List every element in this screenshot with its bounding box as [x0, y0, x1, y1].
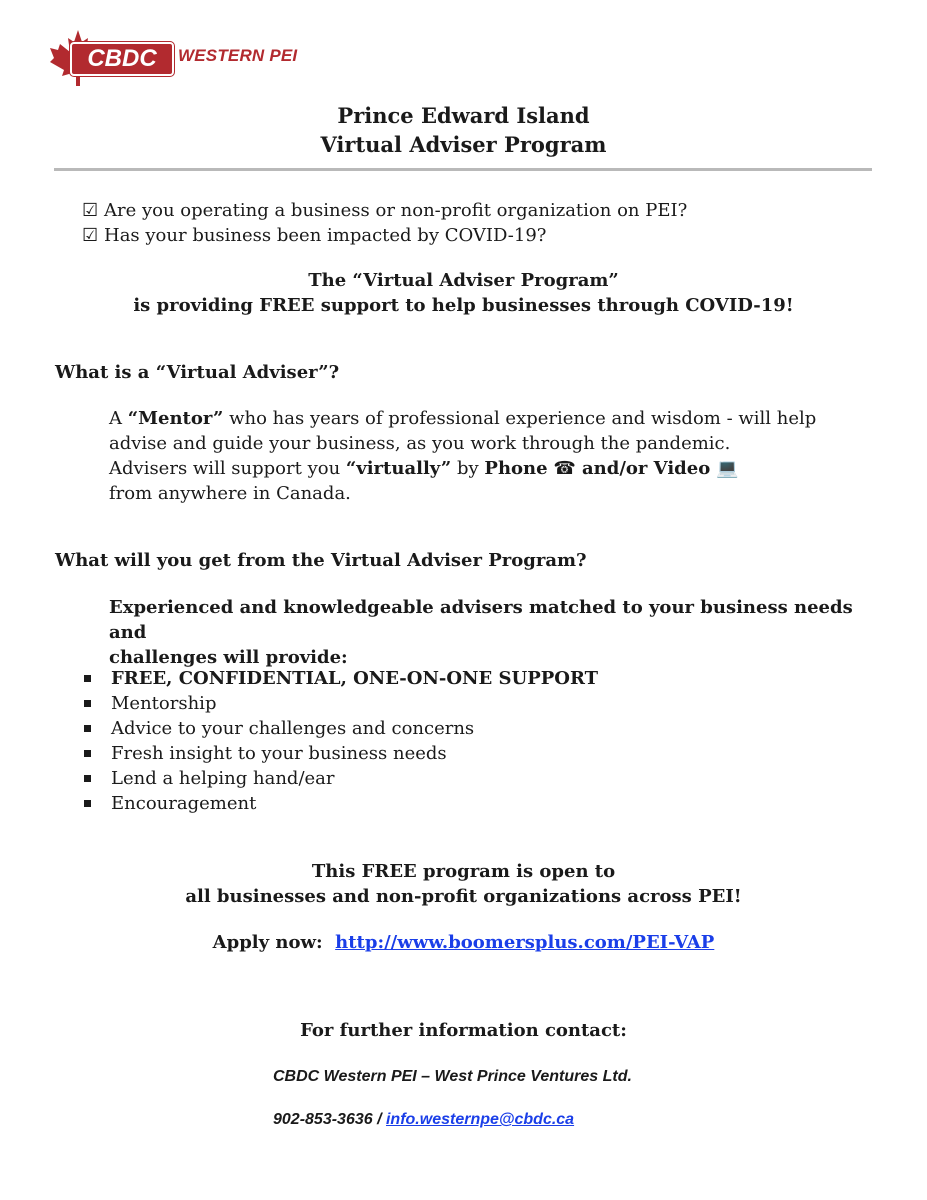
- section-what-is-heading: What is a “Virtual Adviser”?: [55, 362, 340, 383]
- contact-email-link[interactable]: info.westernpe@cbdc.ca: [385, 1111, 575, 1128]
- section-benefits-intro: Experienced and knowledgeable advisers matched to your business needs and challenges will provide:: [109, 597, 853, 668]
- bullet-icon: [84, 675, 91, 682]
- cbdc-logo: [48, 28, 308, 88]
- intro-block: [0, 268, 927, 318]
- contact-org: CBDC Western PEI – West Prince Ventures Ltd.: [273, 1068, 632, 1085]
- checkbox-checked-icon: ☑: [82, 225, 99, 246]
- list-item: Lend a helping hand/ear: [82, 766, 598, 791]
- apply-label: Apply now:: [212, 932, 323, 953]
- contact-line: [273, 1111, 574, 1129]
- page-title: [0, 101, 927, 159]
- list-item: Mentorship: [82, 691, 598, 716]
- checklist-item-2: ☑ Has your business been impacted by COVID-19?: [82, 225, 547, 246]
- virtually-emphasis: “virtually”: [345, 458, 452, 479]
- contact-phone: 902-853-3636 /: [273, 1111, 382, 1128]
- intro-line-2: is providing FREE support to help businesses through COVID-19!: [133, 295, 794, 316]
- section-benefits-heading: What will you get from the Virtual Adviser Program?: [55, 550, 587, 571]
- list-item: FREE, CONFIDENTIAL, ONE-ON-ONE SUPPORT: [82, 666, 598, 691]
- cbdc-brand-text: CBDC: [87, 45, 157, 72]
- closing-block: [0, 859, 927, 909]
- mentor-emphasis: “Mentor”: [127, 408, 224, 429]
- title-line-1: Prince Edward Island: [337, 103, 590, 128]
- section-what-is-body: A “Mentor” who has years of professional experience and wisdom - will help advise and guide your business, as you work through the pandemic. Advisers will support you “virtually” by Phone ☎ and/or Video 💻 from anywhere in Canada.: [109, 408, 817, 504]
- cbdc-badge: [70, 42, 174, 76]
- closing-line-1: This FREE program is open to: [311, 861, 616, 882]
- bullet-icon: [84, 775, 91, 782]
- title-line-2: Virtual Adviser Program: [320, 132, 607, 157]
- apply-line: [0, 930, 927, 955]
- closing-line-2: all businesses and non-profit organizations across PEI!: [185, 886, 742, 907]
- bullet-icon: [84, 800, 91, 807]
- title-divider: [54, 168, 872, 171]
- apply-link[interactable]: http://www.boomersplus.com/PEI-VAP: [335, 932, 715, 953]
- cbdc-region-text: WESTERN PEI: [178, 46, 298, 65]
- bullet-icon: [84, 725, 91, 732]
- telephone-icon: ☎: [553, 458, 576, 479]
- laptop-icon: 💻: [715, 458, 739, 479]
- intro-line-1: The “Virtual Adviser Program”: [308, 270, 619, 291]
- bullet-icon: [84, 750, 91, 757]
- list-item: Encouragement: [82, 791, 598, 816]
- bullet-icon: [84, 700, 91, 707]
- list-item: Advice to your challenges and concerns: [82, 716, 598, 741]
- checklist-item-1: ☑ Are you operating a business or non-profit organization on PEI?: [82, 200, 688, 221]
- list-item: Fresh insight to your business needs: [82, 741, 598, 766]
- contact-heading: For further information contact:: [300, 1020, 627, 1041]
- benefits-list: [82, 666, 598, 816]
- checkbox-checked-icon: ☑: [82, 200, 99, 221]
